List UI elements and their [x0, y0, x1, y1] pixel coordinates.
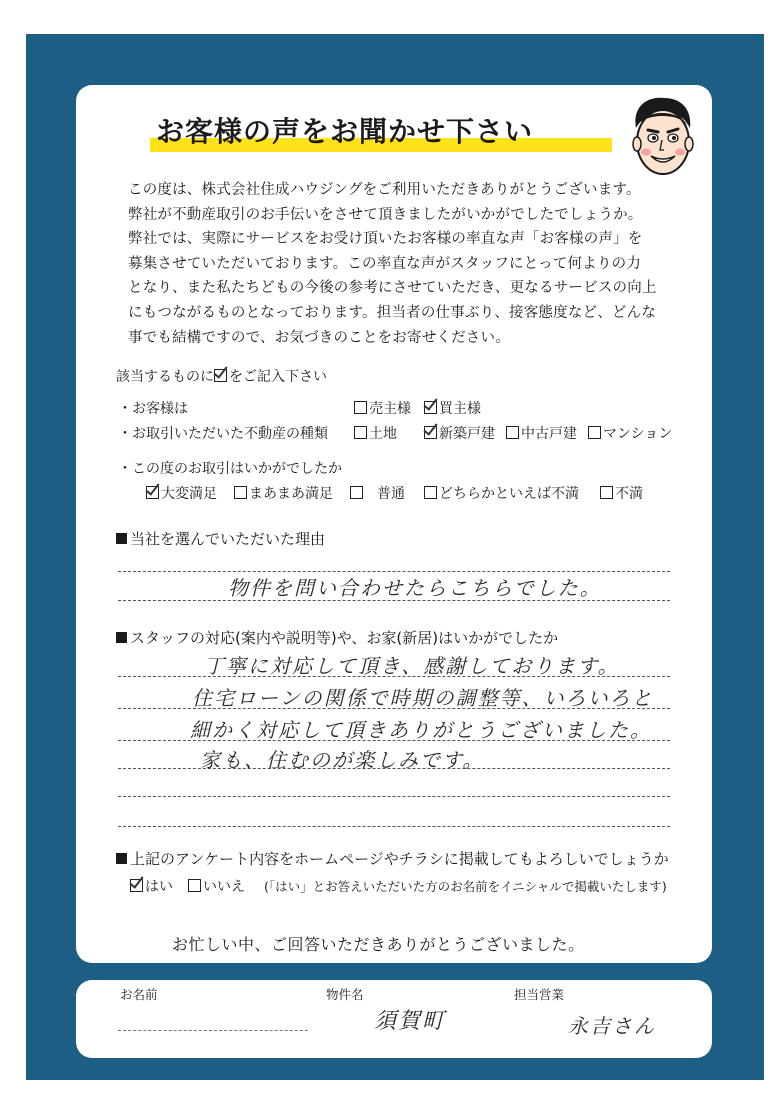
checkbox[interactable] [234, 486, 247, 499]
mascot-face-icon [624, 94, 698, 180]
intro-line: 事でも結構ですので、お気づきのことをお寄せください。 [128, 329, 510, 346]
intro-paragraph [128, 178, 688, 350]
section-reason-title [116, 528, 325, 549]
staff-answer-line: 細かく対応して頂きありがとうございました。 [190, 718, 652, 742]
option-somewhat-dissatisfied[interactable] [424, 483, 579, 503]
square-bullet-icon [116, 533, 127, 544]
option-label: マンション [603, 426, 673, 442]
option-normal[interactable] [350, 483, 405, 503]
section-title: 上記のアンケート内容をホームページやチラシに掲載してもよろしいでしょうか [130, 850, 669, 868]
option-seller[interactable] [354, 398, 411, 418]
option-dissatisfied[interactable] [600, 483, 643, 503]
option-new-house[interactable] [424, 423, 495, 443]
option-label: 普通 [377, 486, 405, 502]
name-label: お名前 [120, 987, 158, 1002]
intro-line: この度は、株式会社住成ハウジングをご利用いただきありがとうございます。 [128, 182, 641, 198]
intro-line: 弊社では、実際にサービスをお受け頂いたお客様の率直な声「お客様の声」を [128, 231, 643, 248]
option-mansion[interactable] [588, 423, 672, 443]
intro-line: にもつながるものとなっております。担当者の仕事ぶり、接客態度など、どんな [128, 304, 657, 321]
option-used-house[interactable] [506, 423, 577, 443]
section-title: スタッフの対応(案内や説明等)や、お家(新居)はいかがでしたか [130, 629, 559, 647]
option-no[interactable] [188, 876, 245, 896]
answer-line [118, 796, 670, 797]
closing-message: お忙しい中、ご回答いただきありがとうございました。 [172, 935, 585, 954]
option-label: 土地 [369, 426, 397, 442]
option-label: どちらかといえば不満 [439, 486, 579, 502]
option-very-satisfied[interactable] [146, 483, 217, 503]
property-name-label: 物件名 [326, 987, 364, 1002]
option-label: 不満 [615, 486, 643, 502]
customer-label: ・お客様は [118, 401, 188, 417]
reason-answer: 物件を問い合わせたらこちらでした。 [228, 576, 602, 600]
option-label: いいえ [203, 879, 245, 895]
option-satisfied[interactable] [234, 483, 333, 503]
checkbox[interactable] [424, 486, 437, 499]
title-block [150, 112, 533, 152]
instruction [116, 366, 327, 386]
staff-label: 担当営業 [514, 987, 565, 1002]
option-label: 大変満足 [161, 486, 217, 502]
checkbox[interactable] [188, 879, 201, 892]
square-bullet-icon [116, 853, 127, 864]
option-land[interactable] [354, 423, 397, 443]
option-label: はい [145, 879, 173, 895]
checkbox-checked[interactable] [130, 879, 143, 892]
answer-line [118, 826, 670, 827]
intro-line: 募集させていただいております。この率直な声がスタッフにとって何よりの力 [128, 255, 642, 272]
option-label: 新築戸建 [439, 426, 495, 442]
checkbox[interactable] [350, 486, 363, 499]
option-buyer[interactable] [424, 398, 481, 418]
checkbox[interactable] [354, 401, 367, 414]
intro-line: となり、また私たちどもの今後の参考にさせていただき、更なるサービスの向上 [128, 280, 657, 297]
staff-answer-line: 住宅ローンの関係で時期の調整等、いろいろと [192, 686, 654, 710]
checkbox-checked[interactable] [424, 426, 437, 439]
checkbox[interactable] [354, 426, 367, 439]
option-label: 中古戸建 [521, 426, 577, 442]
checkbox-checked[interactable] [146, 486, 159, 499]
option-label: 売主様 [369, 401, 411, 417]
checkbox-sample [214, 369, 227, 382]
section-publish-title [116, 848, 669, 869]
section-staff-title [116, 627, 558, 648]
publish-note: (「はい」とお答えいただいた方のお名前をイニシャルで掲載いたします) [264, 879, 667, 894]
section-title: 当社を選んでいただいた理由 [130, 530, 326, 548]
checkbox[interactable] [588, 426, 601, 439]
square-bullet-icon [116, 632, 127, 643]
instruction-after: をご記入下さい [229, 369, 327, 385]
page-title: お客様の声をお聞かせ下さい [156, 115, 534, 148]
intro-line: 弊社が不動産取引のお手伝いをさせて頂きましたがいかがでしたでしょうか。 [128, 206, 643, 223]
instruction-before: 該当するものに [116, 369, 214, 385]
property-label: ・お取引いただいた不動産の種類 [118, 426, 328, 442]
option-label: 買主様 [439, 401, 481, 417]
satisfaction-label: ・この度のお取引はいかがでしたか [118, 461, 342, 477]
name-line [118, 1030, 308, 1031]
staff-answer-line: 家も、住むのが楽しみです。 [200, 748, 485, 772]
option-label: まあまあ満足 [249, 486, 333, 502]
checkbox[interactable] [600, 486, 613, 499]
checkbox[interactable] [506, 426, 519, 439]
staff-answer-line: 丁寧に対応して頂き、感謝しております。 [204, 654, 620, 678]
staff-value: 永吉さん [568, 1014, 656, 1038]
property-name-value: 須賀町 [374, 1009, 447, 1034]
checkbox-checked[interactable] [424, 401, 437, 414]
option-yes[interactable] [130, 876, 173, 896]
